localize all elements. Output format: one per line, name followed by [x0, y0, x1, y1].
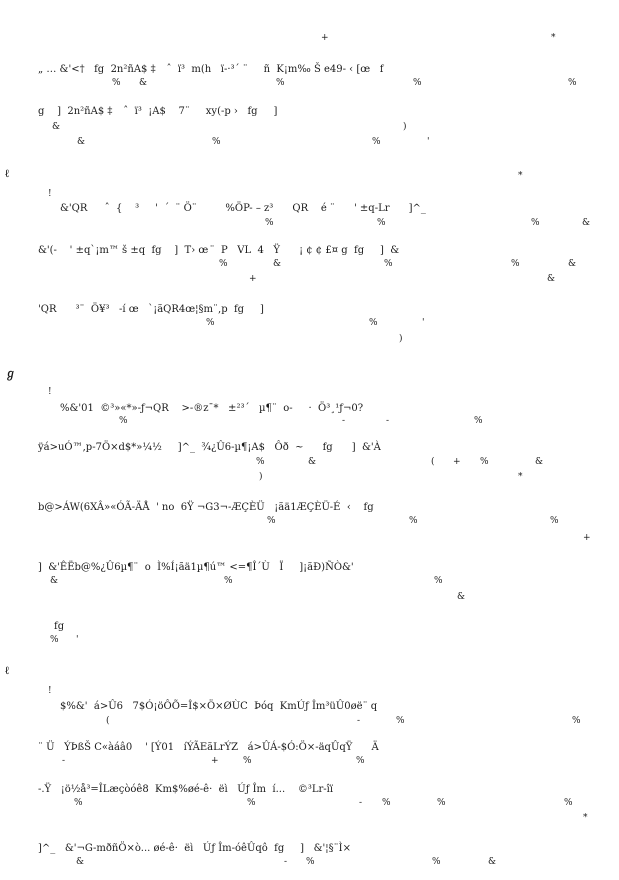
- stray-mark: -: [62, 756, 66, 766]
- stray-mark: %: [276, 78, 285, 88]
- stray-mark: *: [518, 171, 523, 181]
- stray-mark: &: [568, 259, 577, 269]
- stray-mark: ': [76, 635, 79, 645]
- stray-mark: !: [48, 189, 52, 199]
- stray-mark: ': [422, 318, 425, 328]
- stray-mark: ): [403, 122, 407, 132]
- stray-mark: %: [219, 259, 228, 269]
- stray-mark: &: [308, 457, 317, 467]
- stray-mark: %: [247, 798, 256, 808]
- stray-mark: (: [431, 457, 435, 467]
- stray-mark: +: [211, 756, 219, 766]
- text-line: b@>ÁW(6XÂ»«ÓÃ-ÄÅ ' no 6Ÿ ¬G3¬-ÆÇÈÜ ¡ãä1ÆÇÈÜ-É ‹ fg: [38, 502, 374, 513]
- stray-mark: (: [106, 716, 110, 726]
- stray-mark: &: [139, 78, 148, 88]
- stray-mark: %: [382, 798, 391, 808]
- text-line: %&'01 ©³»«*»-ƒ¬QR >-®z¯* ±²³´ µ¶¨ o- · Ö³¸¹ƒ¬0?: [60, 403, 364, 414]
- stray-mark: &: [535, 457, 544, 467]
- stray-mark: %: [432, 857, 441, 867]
- stray-mark: %: [212, 137, 221, 147]
- stray-mark: %: [369, 318, 378, 328]
- stray-mark: %: [568, 78, 577, 88]
- stray-mark: !: [48, 686, 52, 696]
- text-line: ] &'ÊËb@%¿Û6µ¶¨ o Ì%Í¡ãä1µ¶ú™ <=¶Î´Ù Ï ]¡ãÐ)ÑÒ&': [38, 562, 354, 573]
- stray-mark: %: [377, 218, 386, 228]
- stray-mark: %: [572, 716, 581, 726]
- stray-mark: %: [119, 416, 128, 426]
- stray-mark: %: [413, 78, 422, 88]
- section-marker: ℓ: [5, 167, 10, 180]
- text-line: ÿá>uÓ™,p-7Ö×d$*»¼½ ]^_ ¾¿Û6-µ¶¡A$ Ôð ~ fg ] &'À: [38, 442, 381, 453]
- stray-mark: *: [518, 472, 523, 482]
- text-line: &'QR ̂ { ³ ' ´ ¨ Ö¨ %ÖP- – z³ QR é ¨ ' ±q-Lr ]^_: [60, 203, 426, 214]
- stray-mark: %: [50, 635, 59, 645]
- stray-mark: %: [480, 457, 489, 467]
- stray-mark: &: [457, 592, 466, 602]
- stray-mark: %: [474, 416, 483, 426]
- stray-mark: ': [427, 137, 430, 147]
- stray-mark: %: [306, 857, 315, 867]
- stray-mark: -: [359, 798, 363, 808]
- stray-mark: *: [551, 33, 556, 43]
- stray-mark: %: [206, 318, 215, 328]
- stray-mark: *: [583, 813, 588, 823]
- stray-mark: %: [384, 259, 393, 269]
- stray-mark: -: [386, 416, 390, 426]
- stray-mark: %: [434, 576, 443, 586]
- stray-mark: &: [582, 218, 591, 228]
- stray-mark: &: [273, 259, 282, 269]
- stray-mark: +: [453, 457, 461, 467]
- stray-mark: %: [265, 218, 274, 228]
- stray-mark: %: [372, 137, 381, 147]
- stray-mark: %: [256, 457, 265, 467]
- stray-mark: ): [259, 472, 263, 482]
- stray-mark: %: [564, 798, 573, 808]
- stray-mark: +: [583, 533, 591, 543]
- text-line: &'(- ' ±q`¡m™ š ±q fg ] T› œ ̈ P VL 4 Ÿ ¡ ¢ ¢ £¤ g fg ] &: [38, 245, 400, 256]
- stray-mark: &: [50, 576, 59, 586]
- stray-mark: +: [321, 33, 329, 43]
- stray-mark: &: [77, 137, 86, 147]
- text-line: 'QR ³¨ Ö¥³ -í œ `¡ãQR4œ¦§m¨,p fg ]: [38, 304, 264, 315]
- stray-mark: %: [531, 218, 540, 228]
- stray-mark: %: [112, 78, 121, 88]
- text-line: $%&' á>Û6 7$Ó¡öÔÕ=Î$×Ö×ØÙC Þóq KmÚƒ Îm³üÛ0øë¨ q: [60, 701, 378, 712]
- stray-mark: +: [249, 274, 257, 284]
- stray-mark: -: [342, 416, 346, 426]
- text-line: -.Ÿ ¡ö½å³=ÎLæçòóê8 Km$%øé-ê· ëì Úƒ Îm í... ©³Lr-îï: [38, 784, 334, 795]
- stray-mark: &: [547, 274, 556, 284]
- stray-mark: %: [550, 516, 559, 526]
- stray-mark: %: [267, 516, 276, 526]
- text-line: ]^_ &'¬G-mðñÖ×ò... øé-ê· ëì Úƒ Îm-óêÛqô fg ] &'¦§¨Ì×: [38, 843, 351, 854]
- stray-mark: ): [399, 334, 403, 344]
- section-marker: ℊ: [5, 367, 16, 380]
- stray-mark: %: [74, 798, 83, 808]
- stray-mark: !: [48, 387, 52, 397]
- text-line: „ … &'<† fg 2n²ñA$ ‡ ̂ ï³ m(h ï-·³´ ¨ ñ K¡m‰ Š e49- ‹ [œ f: [38, 64, 384, 75]
- stray-mark: -: [284, 857, 288, 867]
- text-line: g ] 2n²ñA$ ‡ ̂ ï³ ¡A$ 7¨ xy(-p › fg ]: [38, 106, 278, 117]
- stray-mark: &: [52, 122, 61, 132]
- stray-mark: %: [224, 576, 233, 586]
- stray-mark: %: [396, 716, 405, 726]
- stray-mark: &: [76, 857, 85, 867]
- text-line: fg: [54, 621, 65, 632]
- stray-mark: %: [511, 259, 520, 269]
- stray-mark: %: [409, 516, 418, 526]
- stray-mark: -: [357, 716, 361, 726]
- stray-mark: %: [243, 756, 252, 766]
- text-line: ¨ Ü ÝÞßŠ C«àáâ0 ' [Ý01 íÝÃEãLrÝZ á>ÛÁ-$Ó:Ö×-äqÛqŸ Ä: [38, 742, 379, 753]
- stray-mark: %: [356, 756, 365, 766]
- stray-mark: %: [437, 798, 446, 808]
- section-marker: ℓ: [5, 664, 10, 677]
- stray-mark: &: [488, 857, 497, 867]
